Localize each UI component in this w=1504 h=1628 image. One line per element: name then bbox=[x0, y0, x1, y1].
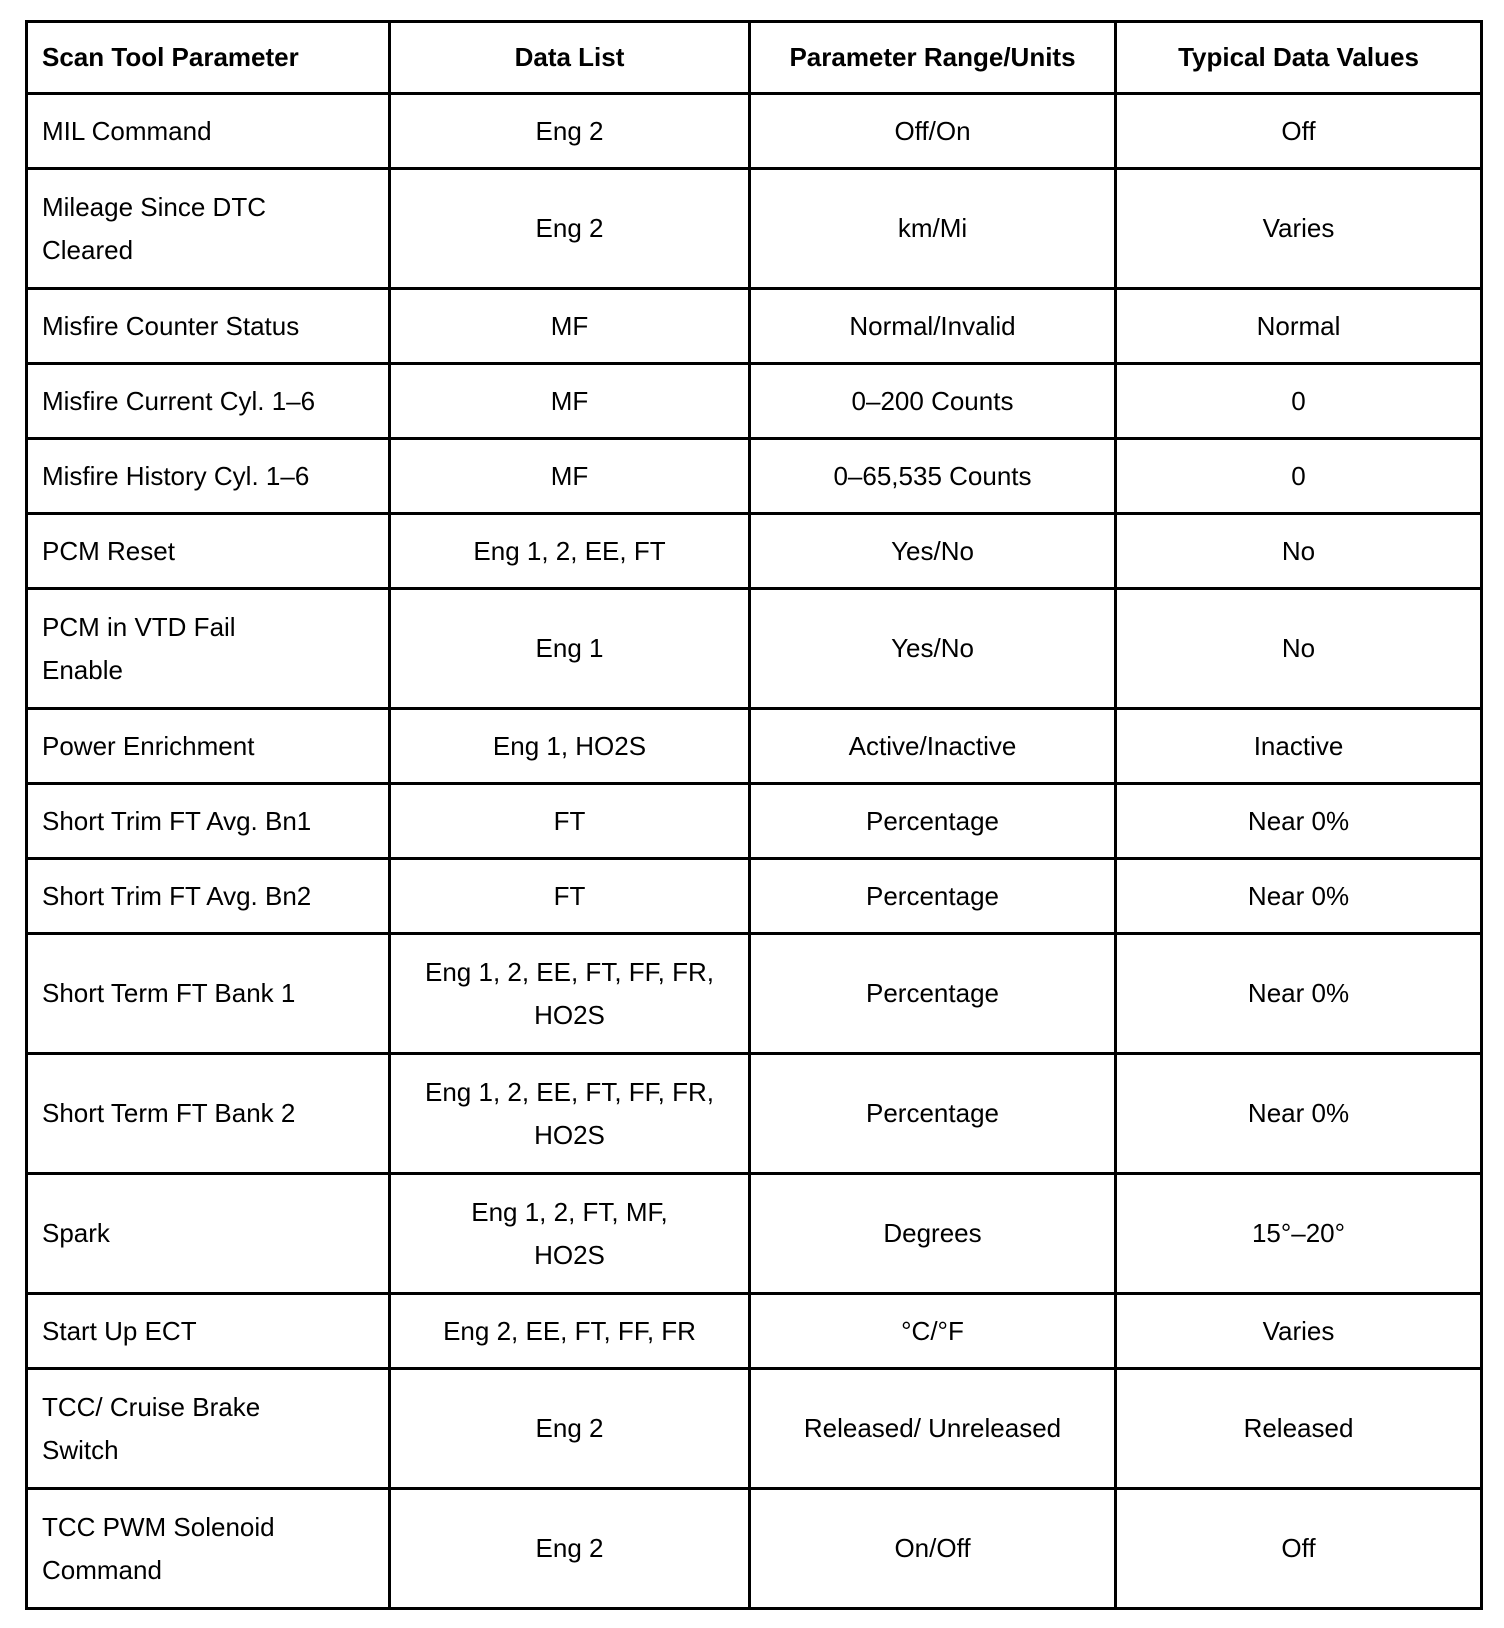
cell-parameter: Short Trim FT Avg. Bn1 bbox=[27, 784, 390, 859]
cell-parameter: Misfire Counter Status bbox=[27, 289, 390, 364]
scan-tool-parameter-table bbox=[25, 20, 1483, 1610]
cell-parameter: Misfire History Cyl. 1–6 bbox=[27, 439, 390, 514]
cell-parameter: PCM in VTD Fail Enable bbox=[27, 589, 390, 709]
table-row bbox=[27, 439, 1482, 514]
cell-parameter: PCM Reset bbox=[27, 514, 390, 589]
cell-parameter: Short Term FT Bank 2 bbox=[27, 1054, 390, 1174]
cell-parameter: TCC/ Cruise Brake Switch bbox=[27, 1369, 390, 1489]
cell-parameter: Power Enrichment bbox=[27, 709, 390, 784]
cell-range: 0–65,535 Counts bbox=[750, 439, 1116, 514]
table-row bbox=[27, 514, 1482, 589]
cell-parameter: Spark bbox=[27, 1174, 390, 1294]
table-header-row bbox=[27, 22, 1482, 94]
cell-data-list: FT bbox=[390, 784, 750, 859]
cell-range: On/Off bbox=[750, 1489, 1116, 1609]
table-row bbox=[27, 1294, 1482, 1369]
cell-data-list: Eng 1, 2, EE, FT, FF, FR, HO2S bbox=[390, 1054, 750, 1174]
cell-parameter: Short Term FT Bank 1 bbox=[27, 934, 390, 1054]
cell-parameter: TCC PWM Solenoid Command bbox=[27, 1489, 390, 1609]
cell-range: Normal/Invalid bbox=[750, 289, 1116, 364]
cell-range: Released/ Unreleased bbox=[750, 1369, 1116, 1489]
cell-typical: 0 bbox=[1116, 439, 1482, 514]
cell-data-list: MF bbox=[390, 439, 750, 514]
cell-range: Percentage bbox=[750, 784, 1116, 859]
table-row bbox=[27, 289, 1482, 364]
cell-data-list: Eng 2 bbox=[390, 169, 750, 289]
table-row bbox=[27, 169, 1482, 289]
cell-range: Yes/No bbox=[750, 514, 1116, 589]
table-row bbox=[27, 94, 1482, 169]
cell-data-list: Eng 1, 2, EE, FT bbox=[390, 514, 750, 589]
table-row bbox=[27, 784, 1482, 859]
cell-typical: No bbox=[1116, 514, 1482, 589]
cell-data-list: Eng 2 bbox=[390, 1369, 750, 1489]
cell-typical: Varies bbox=[1116, 169, 1482, 289]
cell-typical: Near 0% bbox=[1116, 934, 1482, 1054]
cell-data-list: Eng 2 bbox=[390, 1489, 750, 1609]
column-header-range-units: Parameter Range/Units bbox=[750, 22, 1116, 94]
cell-typical: Varies bbox=[1116, 1294, 1482, 1369]
table-row bbox=[27, 589, 1482, 709]
cell-parameter: MIL Command bbox=[27, 94, 390, 169]
cell-range: Off/On bbox=[750, 94, 1116, 169]
cell-range: Percentage bbox=[750, 1054, 1116, 1174]
column-header-typical-values: Typical Data Values bbox=[1116, 22, 1482, 94]
cell-data-list: Eng 1, 2, EE, FT, FF, FR, HO2S bbox=[390, 934, 750, 1054]
cell-data-list: Eng 2 bbox=[390, 94, 750, 169]
cell-typical: No bbox=[1116, 589, 1482, 709]
cell-typical: 0 bbox=[1116, 364, 1482, 439]
cell-typical: Off bbox=[1116, 1489, 1482, 1609]
table-row bbox=[27, 1489, 1482, 1609]
column-header-data-list: Data List bbox=[390, 22, 750, 94]
document-page bbox=[25, 20, 1480, 1609]
table-row bbox=[27, 709, 1482, 784]
cell-range: Percentage bbox=[750, 934, 1116, 1054]
cell-data-list: Eng 2, EE, FT, FF, FR bbox=[390, 1294, 750, 1369]
cell-typical: Off bbox=[1116, 94, 1482, 169]
cell-range: km/Mi bbox=[750, 169, 1116, 289]
table-row bbox=[27, 859, 1482, 934]
cell-parameter: Mileage Since DTC Cleared bbox=[27, 169, 390, 289]
table-row bbox=[27, 1369, 1482, 1489]
cell-range: Active/Inactive bbox=[750, 709, 1116, 784]
cell-typical: Normal bbox=[1116, 289, 1482, 364]
cell-range: Degrees bbox=[750, 1174, 1116, 1294]
table-row bbox=[27, 934, 1482, 1054]
cell-typical: Near 0% bbox=[1116, 1054, 1482, 1174]
cell-range: Yes/No bbox=[750, 589, 1116, 709]
cell-parameter: Short Trim FT Avg. Bn2 bbox=[27, 859, 390, 934]
cell-typical: 15°–20° bbox=[1116, 1174, 1482, 1294]
column-header-parameter: Scan Tool Parameter bbox=[27, 22, 390, 94]
table-row bbox=[27, 1174, 1482, 1294]
cell-range: °C/°F bbox=[750, 1294, 1116, 1369]
cell-data-list: MF bbox=[390, 289, 750, 364]
table-row bbox=[27, 364, 1482, 439]
cell-parameter: Start Up ECT bbox=[27, 1294, 390, 1369]
cell-range: 0–200 Counts bbox=[750, 364, 1116, 439]
cell-data-list: Eng 1, HO2S bbox=[390, 709, 750, 784]
cell-typical: Released bbox=[1116, 1369, 1482, 1489]
table-row bbox=[27, 1054, 1482, 1174]
cell-data-list: Eng 1 bbox=[390, 589, 750, 709]
cell-data-list: Eng 1, 2, FT, MF, HO2S bbox=[390, 1174, 750, 1294]
cell-data-list: FT bbox=[390, 859, 750, 934]
cell-parameter: Misfire Current Cyl. 1–6 bbox=[27, 364, 390, 439]
cell-typical: Inactive bbox=[1116, 709, 1482, 784]
cell-typical: Near 0% bbox=[1116, 784, 1482, 859]
cell-range: Percentage bbox=[750, 859, 1116, 934]
cell-data-list: MF bbox=[390, 364, 750, 439]
cell-typical: Near 0% bbox=[1116, 859, 1482, 934]
